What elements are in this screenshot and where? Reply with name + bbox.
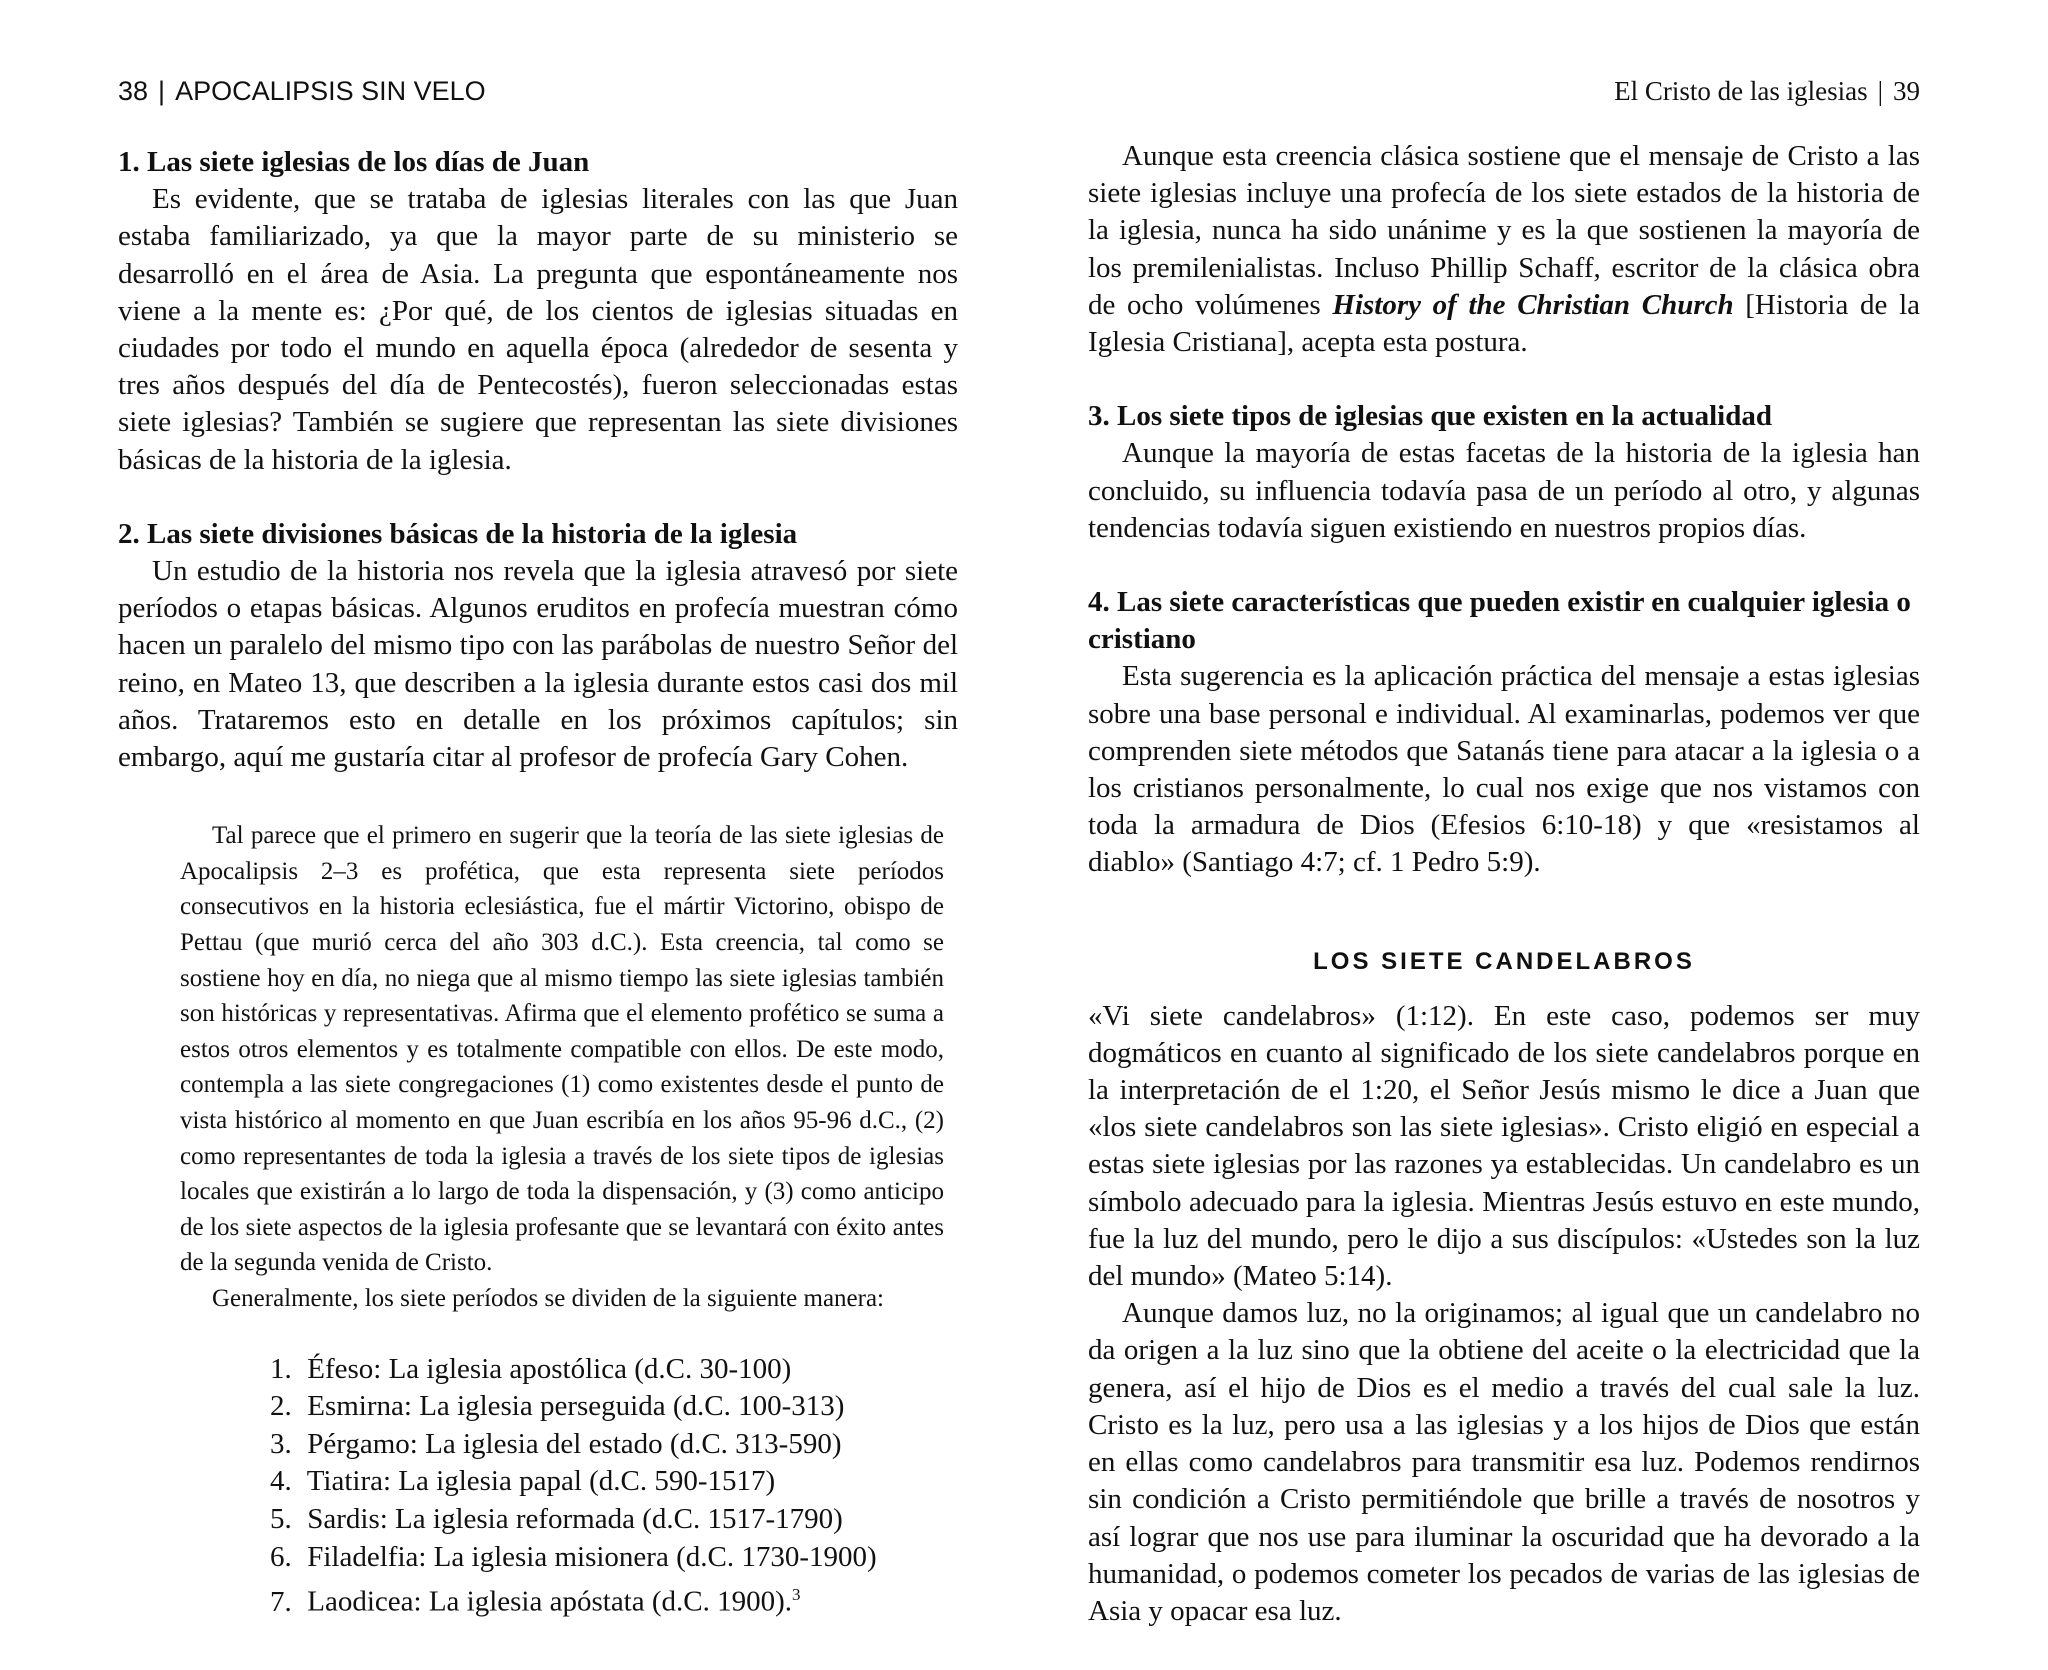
list-item: 4. Tiatira: La iglesia papal (d.C. 590-1517) [270, 1465, 776, 1498]
list-item: 6. Filadelfia: La iglesia misionera (d.C. 1730-1900) [270, 1540, 877, 1573]
item-heading: 4. Las siete características que pueden existir en cualquier iglesia o cristiano [1088, 586, 1911, 656]
book-title: History of the Christian Church [1332, 288, 1734, 321]
page-number: 39 [1893, 76, 1920, 106]
item-heading: 2. Las siete divisiones básicas de la historia de la iglesia [118, 517, 798, 550]
list-item: 2. Esmirna: La iglesia perseguida (d.C. 100-313) [270, 1390, 845, 1423]
right-running-head [1614, 74, 1920, 108]
item-text: Es evidente, que se trataba de iglesias literales con las que Juan estaba familiarizado, ya que la mayor parte de su ministerio se desarrolló en el área de Asia. La pregunta que espontáneamente nos viene a la mente es: ¿Por qué, de los cientos de iglesias situadas en ciudades por todo el mundo en aquella época (alrededor de sesenta y tres años después del día de Pentecostés), fueron seleccionadas estas siete iglesias? También se sugiere que representan las siete divisiones básicas de la historia de la iglesia. [118, 183, 958, 476]
item-text: Un estudio de la historia nos revela que la iglesia atravesó por siete períodos o etapas básicas. Algunos eruditos en profecía muestran cómo hacen un paralelo del mismo tipo con las parábolas de nuestro Señor del reino, en Mateo 13, que describen a la iglesia durante estos casi dos mil años. Trataremos esto en detalle en los próximos capítulos; sin embargo, aquí me gustaría citar al profesor de profecía Gary Cohen. [118, 555, 958, 774]
periods-list [270, 1351, 958, 1622]
footnote-ref: 3 [792, 1585, 801, 1605]
separator: | [158, 76, 166, 106]
right-body [1088, 138, 1920, 1630]
item-text: Aunque la mayoría de estas facetas de la historia de la iglesia han concluido, su influencia todavía pasa de un período al otro, y algunas tendencias todavía siguen existiendo en nuestros propios días. [1088, 437, 1920, 544]
left-page [118, 0, 958, 1670]
running-title: El Cristo de las iglesias [1614, 76, 1868, 106]
section-paragraph: «Vi siete candelabros» (1:12). En este caso, podemos ser muy dogmáticos en cuanto al significado de los siete candelabros porque en la interpretación de el 1:20, el Señor Jesús mismo le dice a Juan que «los siete candelabros son las siete iglesias». Cristo eligió en especial a estas siete iglesias por las razones ya establecidas. Un candelabro es un símbolo adecuado para la iglesia. Mientras Jesús estuvo en este mundo, fue la luz del mundo, pero le dijo a sus discípulos: «Ustedes son la luz del mundo» (Mateo 5:14). [1088, 999, 1920, 1293]
left-running-head [118, 74, 486, 108]
separator: | [1877, 76, 1883, 106]
quote-lead-in: Generalmente, los siete períodos se dividen de la siguiente manera: [212, 1284, 884, 1312]
list-item: 3. Pérgamo: La iglesia del estado (d.C. 313-590) [270, 1427, 842, 1460]
block-quote [180, 818, 944, 1316]
intro-paragraph: Aunque esta creencia clásica sostiene que el mensaje de Cristo a las siete iglesias incluye una profecía de los siete estados de la historia de la iglesia, nunca ha sido unánime y es la que sostienen la mayoría de los premilenialistas. Incluso Phillip Schaff, escritor de la clásica obra de ocho volúmenes History of the Christian Church [Historia de la Iglesia Cristiana], acepta esta postura. [1088, 140, 1920, 359]
item-heading: 1. Las siete iglesias de los días de Juan [118, 146, 590, 178]
list-item: 1. Éfeso: La iglesia apostólica (d.C. 30-100) [270, 1352, 792, 1385]
item-text: Esta sugerencia es la aplicación práctica del mensaje a estas iglesias sobre una base personal e individual. Al examinarlas, podemos ver que comprenden siete métodos que Satanás tiene para atacar a la iglesia o a los cristianos personalmente, lo cual nos exige que nos vistamos con toda la armadura de Dios (Efesios 6:10-18) y que «resistamos al diablo» (Santiago 4:7; cf. 1 Pedro 5:9). [1088, 660, 1920, 879]
left-body [118, 144, 958, 1621]
item-heading: 3. Los siete tipos de iglesias que existen en la actualidad [1088, 400, 1772, 433]
quote-paragraph: Tal parece que el primero en sugerir que la teoría de las siete iglesias de Apocalipsis 2–3 es profética, que esta representa siete períodos consecutivos en la historia eclesiástica, fue el mártir Victorino, obispo de Pettau (que murió cerca del año 303 d.C.). Esta creencia, tal como se sostiene hoy en día, no niega que al mismo tiempo las siete iglesias también son históricas y representativas. Afirma que el elemento profético se suma a estos otros elementos y es totalmente compatible con ellos. De este modo, contempla a las siete congregaciones (1) como existentes desde el punto de vista histórico al momento en que Juan escribía en los años 95-96 d.C., (2) como representantes de toda la iglesia a través de los siete tipos de iglesias locales que existirán a lo largo de toda la dispensación, y (3) como anticipo de los siete aspectos de la iglesia profesante que se levantará con éxito antes de la segunda venida de Cristo. [180, 822, 944, 1277]
page-number: 38 [118, 76, 149, 106]
right-page [1088, 0, 1920, 1670]
list-item: 5. Sardis: La iglesia reformada (d.C. 1517-1790) [270, 1502, 843, 1535]
list-item: 7. Laodicea: La iglesia apóstata (d.C. 1900).$^3$ [270, 1585, 801, 1618]
running-title: APOCALIPSIS SIN VELO [175, 76, 486, 106]
section-paragraph: Aunque damos luz, no la originamos; al igual que un candelabro no da origen a la luz sino que la obtiene del aceite o la electricidad que la genera, así el hijo de Dios es el medio a través del cual sale la luz. Cristo es la luz, pero usa a las iglesias y a los hijos de Dios que están en ellas como candelabros para transmitir esa luz. Podemos rendirnos sin condición a Cristo permitiéndole que brille a través de nosotros y así lograr que nos use para iluminar la oscuridad que ha devorado a la humanidad, o podemos cometer los pecados de varias de las iglesias de Asia y opacar esa luz. [1088, 1297, 1920, 1627]
section-title: LOS SIETE CANDELABROS [1313, 947, 1695, 975]
